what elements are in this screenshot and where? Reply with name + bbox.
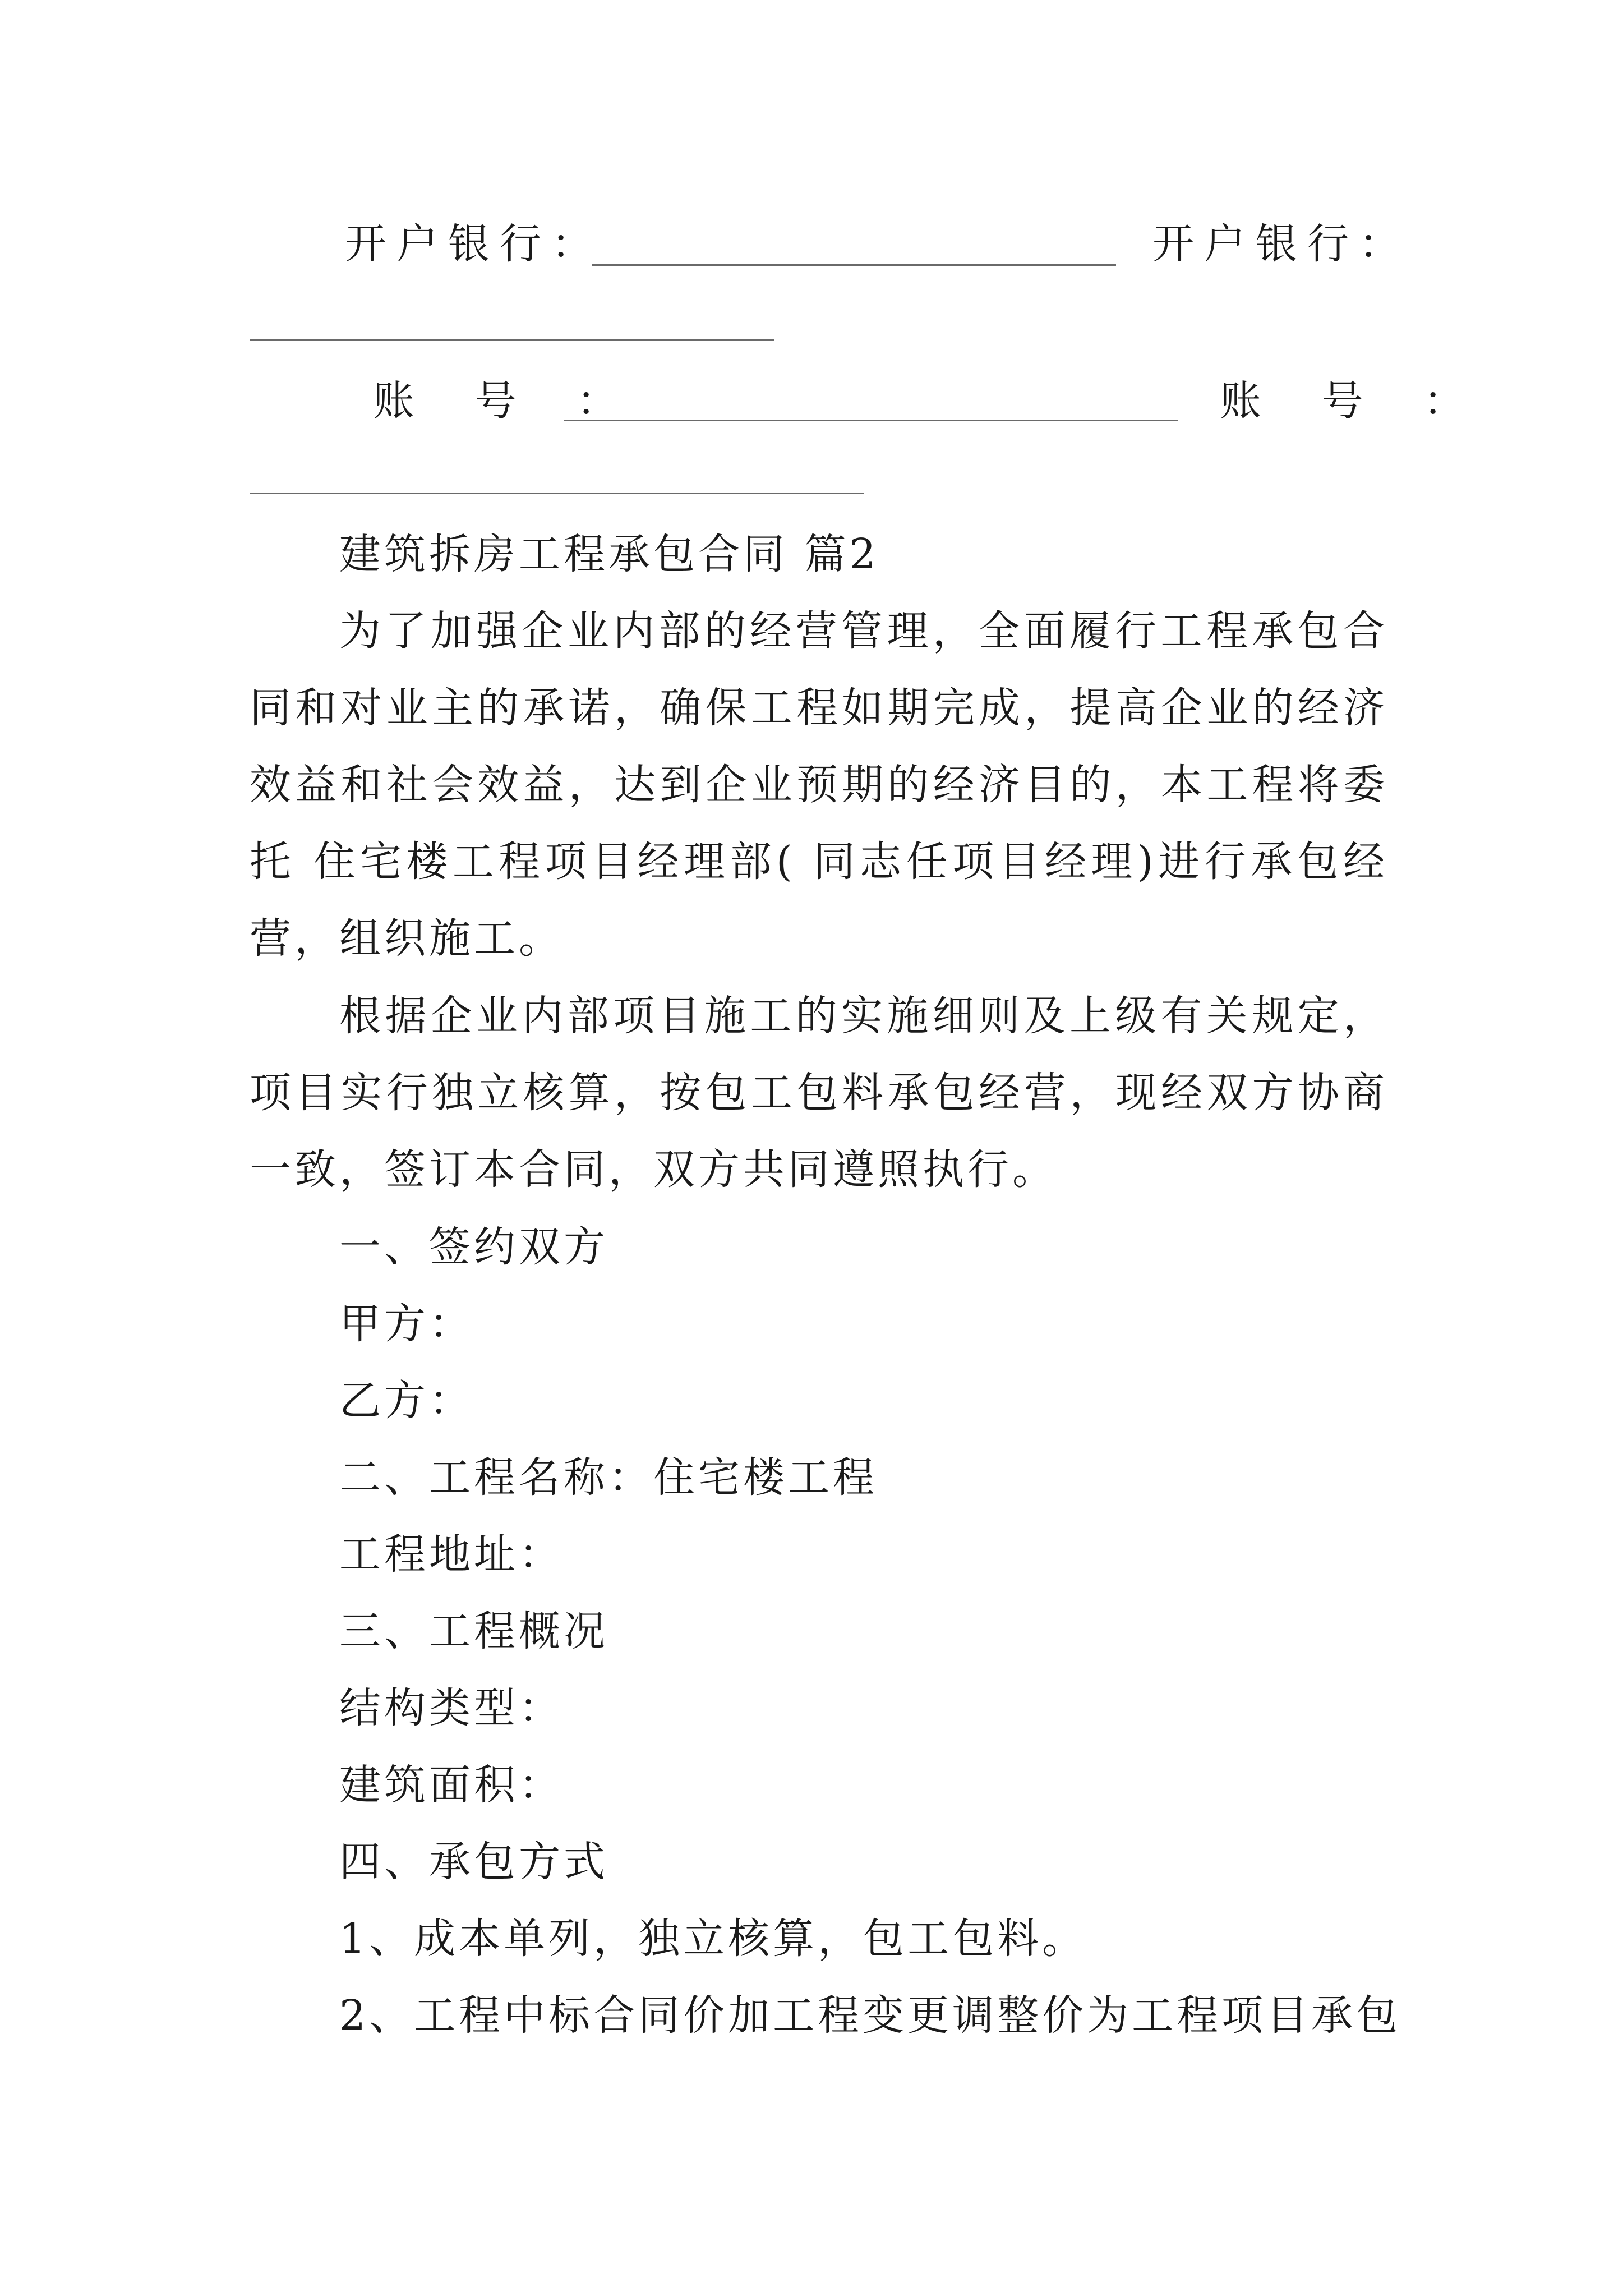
paragraph-2: 根据企业内部项目施工的实施细则及上级有关规定，项目实行独立核算，按包工包料承包经营，现经双方协商一致，签订本合同，双方共同遵照执行。: [250, 992, 1388, 1194]
account-label-left: 账 号 ：: [373, 377, 642, 425]
bank-line-left: [592, 264, 1116, 266]
bank-label-right: 开户银行：: [1152, 220, 1410, 268]
item-line: 结构类型：: [339, 1684, 564, 1732]
account-line-right: [250, 493, 864, 494]
item-line: 乙方：: [339, 1377, 474, 1425]
item-line: 一、签约双方: [339, 1223, 608, 1271]
item-line: 甲方：: [339, 1300, 474, 1348]
paragraph-1: 为了加强企业内部的经营管理，全面履行工程承包合同和对业主的承诺，确保工程如期完成，提高企业的经济效益和社会效益，达到企业预期的经济目的，本工程将委托 住宅楼工程项目经理部( 同志任项目经理)进行承包经营，组织施工。: [250, 607, 1388, 963]
item-line: 2、工程中标合同价加工程变更调整价为工程项目承包: [339, 1991, 1401, 2040]
item-line: 工程地址：: [339, 1530, 564, 1579]
account-line-left: [564, 420, 1178, 421]
account-label-right: 账 号 ：: [1220, 377, 1489, 425]
item-line: 三、工程概况: [339, 1607, 608, 1655]
bank-label-left: 开户银行：: [345, 220, 603, 268]
bank-row: [0, 216, 1623, 295]
section-title: 建筑拆房工程承包合同 篇2: [339, 530, 879, 578]
item-line: 二、工程名称：住宅楼工程: [339, 1453, 878, 1502]
bank-line-right: [250, 339, 774, 341]
item-line: 建筑面积：: [339, 1761, 564, 1809]
item-line: 1、成本单列，独立核算，包工包料。: [339, 1915, 1087, 1963]
account-row: [0, 373, 1623, 452]
item-line: 四、承包方式: [339, 1838, 608, 1886]
